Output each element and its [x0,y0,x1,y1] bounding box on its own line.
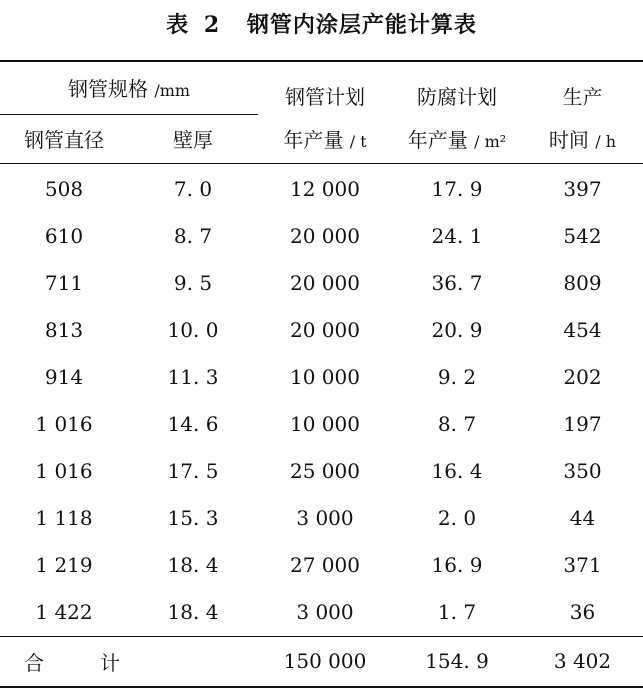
cell-hours: 350 [563,459,602,483]
cell-area: 9. 2 [437,365,477,389]
cell-thickness: 10. 0 [167,318,219,342]
header-production-unit: / h [595,131,617,151]
table-row [0,495,643,542]
table-body [0,163,643,636]
header-spec-unit: /mm [154,81,191,101]
cell-diameter: 1 016 [35,459,93,483]
cell-thickness: 9. 5 [173,271,213,295]
cell-thickness: 15. 3 [167,506,219,530]
header-plan-output-unit: / t [349,131,367,151]
cell-area: 36. 7 [431,271,483,295]
table-row [0,260,643,307]
cell-output: 3 000 [296,600,354,624]
table-row [0,307,643,354]
cell-area: 8. 7 [437,412,477,436]
table-row [0,213,643,260]
table-row [0,163,643,213]
cell-output: 10 000 [290,412,360,436]
cell-output: 20 000 [290,271,360,295]
cell-diameter: 1 118 [35,506,93,530]
cell-hours: 542 [563,224,602,248]
table-row [0,448,643,495]
cell-diameter: 1 219 [35,553,93,577]
total-row [0,636,643,687]
cell-area: 1. 7 [437,600,477,624]
title-text: 钢管内涂层产能计算表 [246,12,477,38]
cell-output: 27 000 [290,553,360,577]
cell-thickness: 11. 3 [167,365,219,389]
cell-area: 2. 0 [437,506,477,530]
header-spec-group: 钢管规格 /mm [0,61,258,114]
cell-diameter: 610 [44,224,84,248]
cell-area: 16. 9 [431,553,483,577]
header-thickness: 壁厚 [128,114,258,163]
cell-thickness: 8. 7 [173,224,213,248]
cell-thickness: 18. 4 [167,553,219,577]
cell-area: 16. 4 [431,459,483,483]
header-plan-output-line2: 年产量 / t [258,114,392,163]
capacity-table [0,60,643,688]
cell-output: 10 000 [290,365,360,389]
cell-diameter: 813 [44,318,84,342]
cell-diameter: 1 422 [35,600,93,624]
cell-thickness: 14. 6 [167,412,219,436]
cell-hours: 809 [563,271,602,295]
header-anticorrosion-line2: 年产量 / m² [392,114,522,163]
cell-thickness: 18. 4 [167,600,219,624]
cell-output: 3 000 [296,506,354,530]
cell-hours: 202 [563,365,602,389]
table-row [0,542,643,589]
cell-thickness: 7. 0 [173,177,213,201]
total-hours: 3 402 [522,636,643,687]
cell-area: 20. 9 [431,318,483,342]
cell-diameter: 914 [44,365,84,389]
table-row [0,354,643,401]
cell-output: 12 000 [290,177,360,201]
cell-area: 24. 1 [431,224,483,248]
cell-hours: 197 [563,412,602,436]
title-number: 2 [203,12,221,38]
cell-diameter: 508 [44,177,84,201]
cell-area: 17. 9 [431,177,483,201]
cell-hours: 44 [569,506,596,530]
table-row [0,589,643,637]
cell-diameter: 1 016 [35,412,93,436]
cell-hours: 454 [563,318,602,342]
table-title [0,8,643,39]
header-anticorrosion-unit: / m² [474,131,507,151]
cell-thickness: 17. 5 [167,459,219,483]
header-diameter: 钢管直径 [0,114,128,163]
header-production-line1: 生产 [522,61,643,114]
cell-hours: 371 [563,553,602,577]
cell-hours: 397 [563,177,602,201]
table-row [0,401,643,448]
total-label: 合 计 [0,636,258,687]
cell-hours: 36 [569,600,596,624]
cell-output: 20 000 [290,318,360,342]
header-anticorrosion-line1: 防腐计划 [392,61,522,114]
header-production-line2: 时间 / h [522,114,643,163]
header-plan-output-line1: 钢管计划 [258,61,392,114]
total-output: 150 000 [258,636,392,687]
cell-output: 25 000 [290,459,360,483]
cell-output: 20 000 [290,224,360,248]
total-area: 154. 9 [392,636,522,687]
title-prefix: 表 [166,12,190,38]
cell-diameter: 711 [44,271,84,295]
